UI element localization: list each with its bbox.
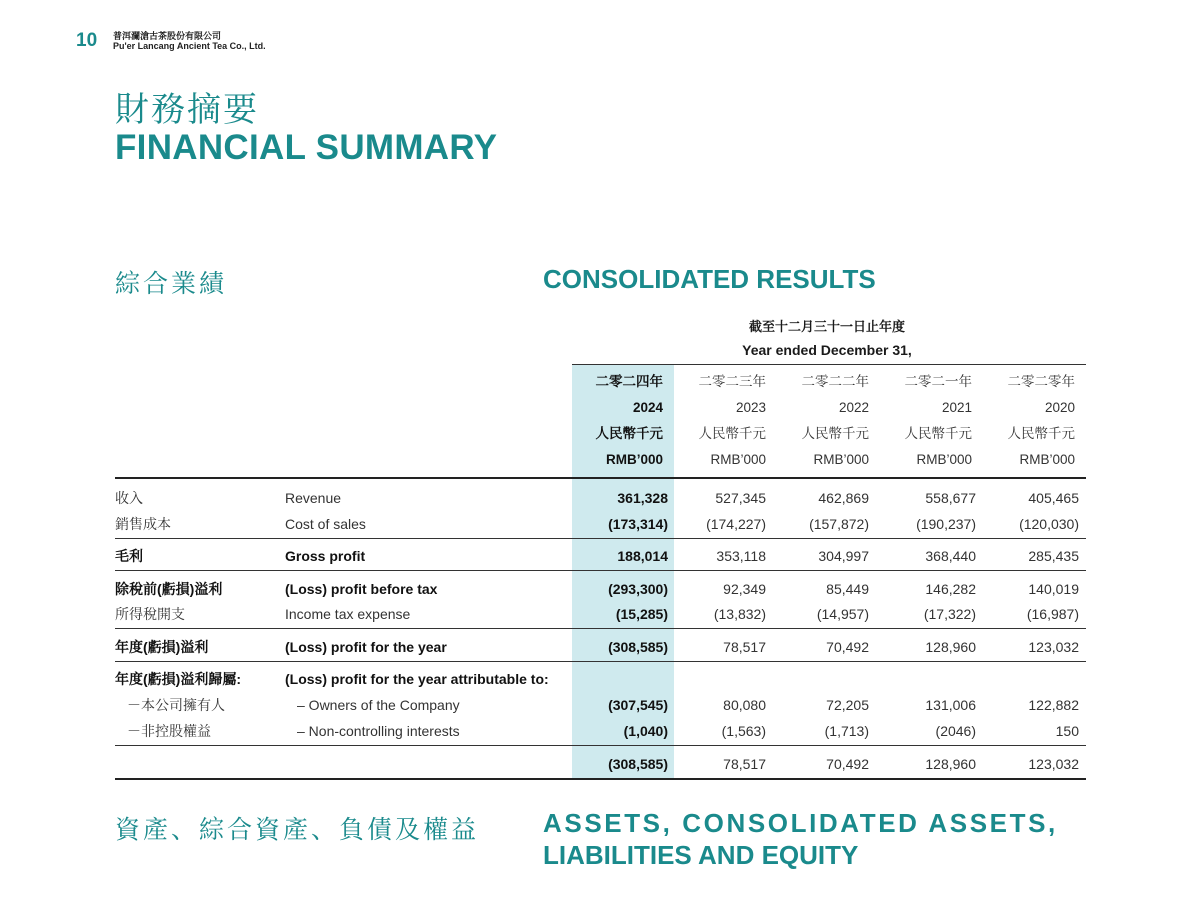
value-2021: 368,440 bbox=[925, 548, 976, 564]
col-year: 2021 bbox=[941, 400, 972, 415]
rule-after-gross bbox=[115, 570, 1086, 571]
value-2023: (174,227) bbox=[706, 516, 766, 532]
row-label-cn: 收入 bbox=[115, 490, 143, 506]
rule-after-tax bbox=[115, 628, 1086, 629]
table-row bbox=[0, 544, 1200, 568]
row-label-cn: 毛利 bbox=[115, 548, 143, 564]
section-heading-assets-cn: 資產、綜合資產、負債及權益 bbox=[115, 816, 480, 844]
row-label-cn: －非控股權益 bbox=[127, 723, 211, 739]
row-label-cn: 所得稅開支 bbox=[115, 606, 185, 622]
value-2021: (2046) bbox=[935, 723, 976, 739]
row-label-cn: 年度(虧損)溢利歸屬: bbox=[115, 671, 241, 687]
col-unit: RMB’000 bbox=[916, 452, 972, 467]
value-2023: 78,517 bbox=[723, 639, 766, 655]
period-label-cn: 截至十二月三十一日止年度 bbox=[748, 319, 905, 334]
col-unit-cn: 人民幣千元 bbox=[1007, 426, 1075, 441]
section-heading-results-en: CONSOLIDATED RESULTS bbox=[543, 264, 876, 294]
value-2020: 150 bbox=[1055, 723, 1079, 739]
value-2022: 85,449 bbox=[826, 581, 869, 597]
row-label-cn: －本公司擁有人 bbox=[127, 697, 225, 713]
value-2020: 122,882 bbox=[1028, 697, 1079, 713]
section-heading-assets-en-line2: LIABILITIES AND EQUITY bbox=[543, 840, 859, 870]
row-label-en: Gross profit bbox=[285, 548, 366, 564]
table-row bbox=[0, 719, 1200, 743]
col-year: 2022 bbox=[838, 400, 869, 415]
value-2021: 131,006 bbox=[925, 697, 976, 713]
value-2021: 128,960 bbox=[925, 639, 976, 655]
col-unit-cn: 人民幣千元 bbox=[698, 426, 766, 441]
period-label-en: Year ended December 31, bbox=[742, 342, 912, 358]
value-2021: 146,282 bbox=[925, 581, 976, 597]
col-year: 2024 bbox=[632, 400, 663, 415]
value-2020: 405,465 bbox=[1028, 490, 1079, 506]
col-year-cn: 二零二二年 bbox=[801, 374, 869, 389]
value-2024: (308,585) bbox=[608, 756, 668, 772]
row-label-en: (Loss) profit for the year bbox=[285, 639, 447, 655]
value-2020: (120,030) bbox=[1019, 516, 1079, 532]
table-row bbox=[0, 635, 1200, 659]
col-unit: RMB’000 bbox=[1019, 452, 1075, 467]
value-2022: 70,492 bbox=[826, 756, 869, 772]
value-2024: (173,314) bbox=[608, 516, 668, 532]
page-title-cn: 財務摘要 bbox=[115, 91, 259, 129]
section-heading-assets-en-line1: ASSETS, CONSOLIDATED ASSETS, bbox=[543, 808, 1058, 838]
table-row bbox=[0, 667, 1200, 691]
value-2024: (307,545) bbox=[608, 697, 668, 713]
row-label-cn: 銷售成本 bbox=[115, 516, 171, 532]
table-row-total bbox=[0, 752, 1200, 776]
value-2024: (1,040) bbox=[623, 723, 668, 739]
company-name-cn: 普洱瀾滄古茶股份有限公司 bbox=[113, 31, 222, 41]
value-2020: 285,435 bbox=[1028, 548, 1079, 564]
col-year-cn: 二零二四年 bbox=[595, 374, 663, 389]
col-unit: RMB’000 bbox=[813, 452, 869, 467]
value-2020: 123,032 bbox=[1028, 756, 1079, 772]
col-2020-header bbox=[975, 369, 1075, 473]
col-year-cn: 二零二三年 bbox=[698, 374, 766, 389]
value-2023: 527,345 bbox=[715, 490, 766, 506]
row-label-en: – Non-controlling interests bbox=[297, 723, 460, 739]
row-label-cn: 除稅前(虧損)溢利 bbox=[115, 581, 223, 597]
period-underline bbox=[572, 364, 1086, 365]
row-label-en: – Owners of the Company bbox=[297, 697, 460, 713]
col-year-cn: 二零二零年 bbox=[1007, 374, 1075, 389]
col-year: 2020 bbox=[1044, 400, 1075, 415]
col-2023-header bbox=[666, 369, 766, 473]
value-2023: 92,349 bbox=[723, 581, 766, 597]
value-2023: (13,832) bbox=[713, 606, 766, 622]
col-unit: RMB’000 bbox=[605, 452, 663, 467]
row-label-cn: 年度(虧損)溢利 bbox=[115, 639, 209, 655]
table-row bbox=[0, 577, 1200, 601]
value-2022: (14,957) bbox=[816, 606, 869, 622]
value-2023: (1,563) bbox=[721, 723, 766, 739]
col-2024-header bbox=[563, 369, 663, 473]
value-2022: 72,205 bbox=[826, 697, 869, 713]
value-2021: 128,960 bbox=[925, 756, 976, 772]
value-2022: 462,869 bbox=[818, 490, 869, 506]
col-unit: RMB’000 bbox=[710, 452, 766, 467]
value-2023: 78,517 bbox=[723, 756, 766, 772]
rule-after-year-profit bbox=[115, 661, 1086, 662]
rule-after-cost bbox=[115, 538, 1086, 539]
table-row bbox=[0, 486, 1200, 510]
value-2020: 123,032 bbox=[1028, 639, 1079, 655]
row-label-en: (Loss) profit for the year attributable to: bbox=[285, 671, 549, 687]
value-2022: (1,713) bbox=[824, 723, 869, 739]
value-2022: (157,872) bbox=[809, 516, 869, 532]
col-2022-header bbox=[769, 369, 869, 473]
value-2022: 304,997 bbox=[818, 548, 869, 564]
value-2024: (15,285) bbox=[615, 606, 668, 622]
rule-before-total bbox=[115, 745, 1086, 746]
value-2023: 353,118 bbox=[716, 548, 766, 564]
col-unit-cn: 人民幣千元 bbox=[904, 426, 972, 441]
value-2021: (17,322) bbox=[923, 606, 976, 622]
page-number: 10 bbox=[76, 30, 98, 51]
value-2024: 361,328 bbox=[617, 490, 668, 506]
col-unit-cn: 人民幣千元 bbox=[801, 426, 869, 441]
table-bottom-rule bbox=[115, 778, 1086, 780]
row-label-en: (Loss) profit before tax bbox=[285, 581, 438, 597]
col-unit-cn: 人民幣千元 bbox=[595, 426, 663, 441]
col-year-cn: 二零二一年 bbox=[904, 374, 972, 389]
table-row bbox=[0, 512, 1200, 536]
page-title-en: FINANCIAL SUMMARY bbox=[115, 128, 498, 167]
value-2024: 188,014 bbox=[617, 548, 668, 564]
company-name-en: Pu'er Lancang Ancient Tea Co., Ltd. bbox=[113, 41, 266, 51]
value-2020: (16,987) bbox=[1026, 606, 1079, 622]
table-row bbox=[0, 693, 1200, 717]
value-2023: 80,080 bbox=[723, 697, 766, 713]
section-heading-results-cn: 綜合業績 bbox=[115, 270, 228, 298]
row-label-en: Revenue bbox=[285, 490, 342, 506]
row-label-en: Income tax expense bbox=[285, 606, 411, 622]
value-2021: 558,677 bbox=[925, 490, 976, 506]
table-row bbox=[0, 602, 1200, 626]
value-2024: (293,300) bbox=[608, 581, 668, 597]
value-2022: 70,492 bbox=[826, 639, 869, 655]
col-year: 2023 bbox=[735, 400, 766, 415]
value-2021: (190,237) bbox=[916, 516, 976, 532]
row-label-en: Cost of sales bbox=[285, 516, 366, 532]
table-top-rule bbox=[115, 477, 1086, 479]
value-2020: 140,019 bbox=[1028, 581, 1079, 597]
col-2021-header bbox=[872, 369, 972, 473]
value-2024: (308,585) bbox=[608, 639, 668, 655]
